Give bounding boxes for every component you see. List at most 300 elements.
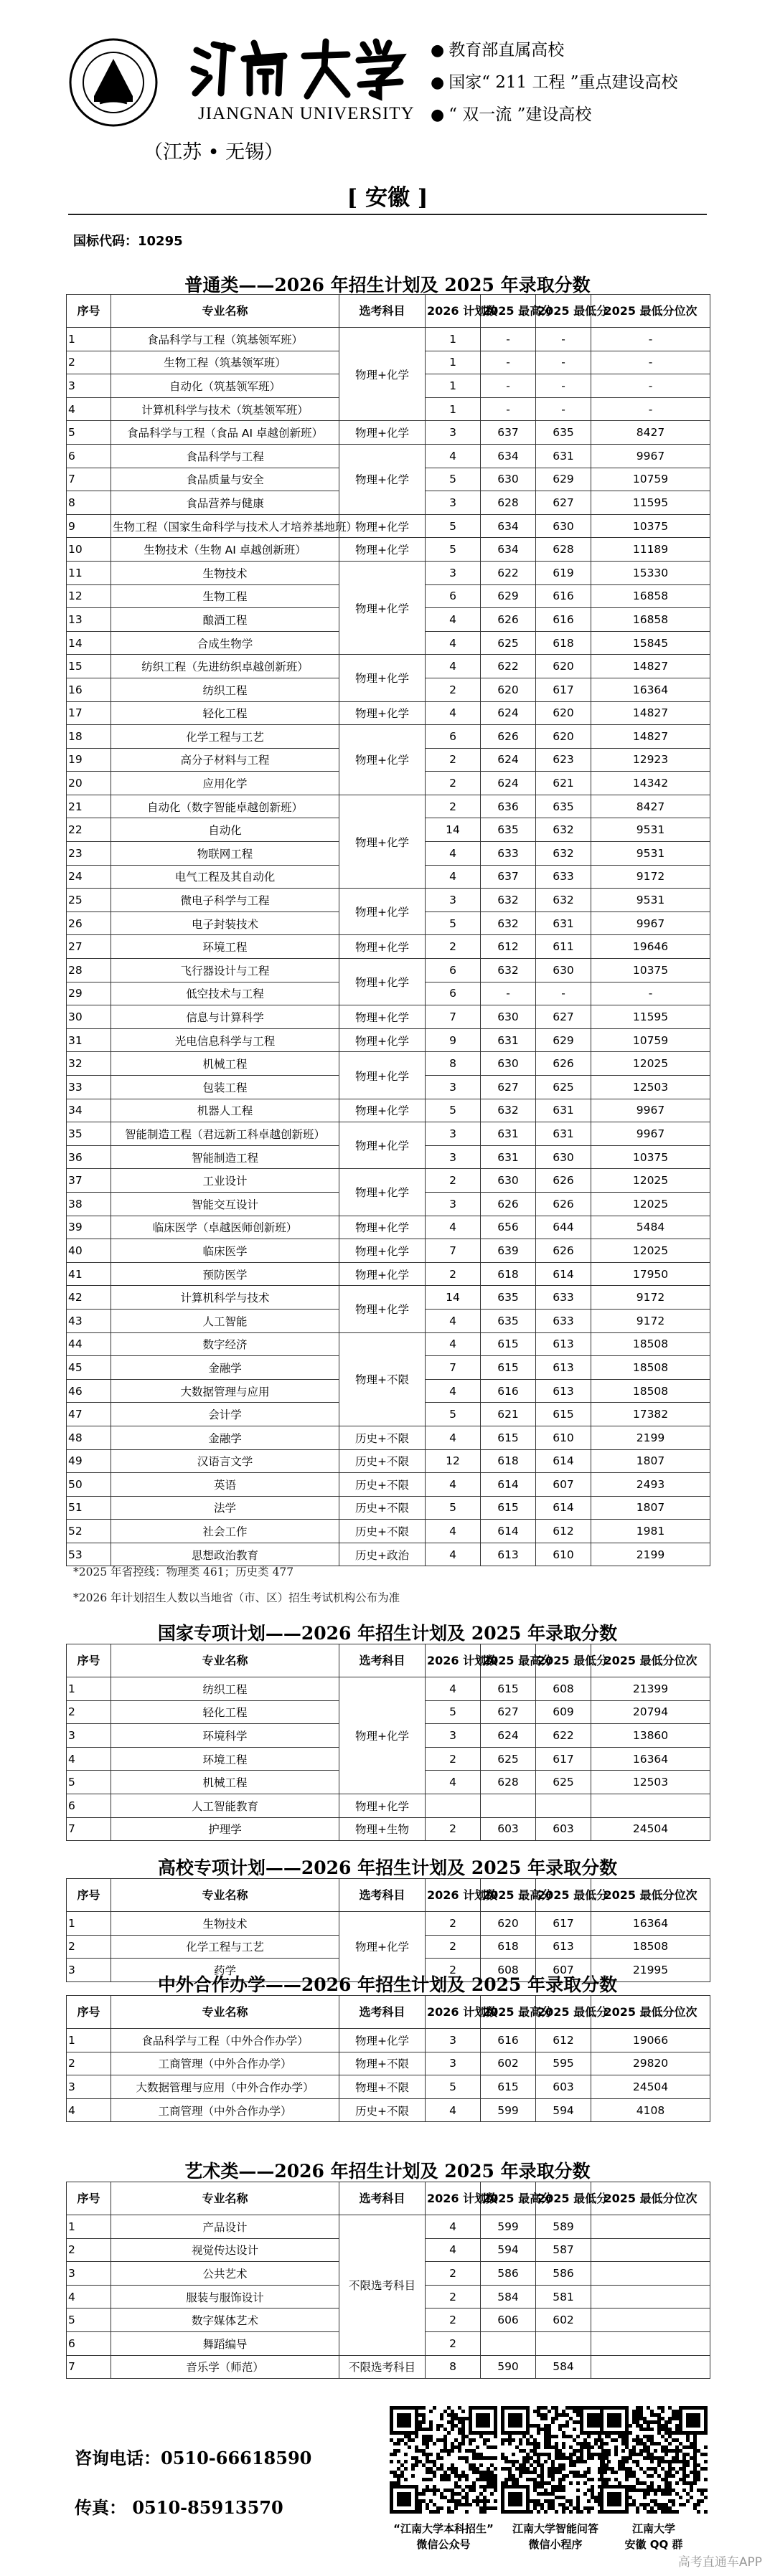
row-index: 3	[67, 2262, 111, 2286]
major-name: 环境工程	[111, 935, 339, 959]
plan-count: 4	[426, 1771, 481, 1794]
min-rank: 8427	[591, 795, 710, 818]
plan-count: 4	[426, 842, 481, 866]
max-score: 626	[481, 1192, 536, 1216]
plan-count: 4	[426, 1543, 481, 1566]
min-score: 614	[536, 1496, 591, 1520]
major-name: 食品质量与安全	[111, 468, 339, 491]
max-score: 616	[481, 1379, 536, 1403]
min-score: 612	[536, 2029, 591, 2052]
major-name: 机械工程	[111, 1771, 339, 1794]
column-header: 2025 最高分	[481, 1879, 536, 1912]
subject-requirement: 物理+化学	[339, 561, 426, 654]
row-index: 46	[67, 1379, 111, 1403]
min-rank: 24504	[591, 2075, 710, 2099]
subject-requirement: 历史+不限	[339, 1449, 426, 1473]
table-row	[67, 725, 710, 749]
row-index: 21	[67, 795, 111, 818]
table-row	[67, 1817, 710, 1841]
major-name: 生物技术（生物 AI 卓越创新班）	[111, 538, 339, 562]
table-row	[67, 2075, 710, 2099]
min-rank: 19646	[591, 935, 710, 959]
major-name: 自动化	[111, 818, 339, 842]
max-score: 632	[481, 959, 536, 982]
row-index: 33	[67, 1076, 111, 1099]
major-name: 低空技术与工程	[111, 982, 339, 1005]
table-row	[67, 444, 710, 468]
max-score: 624	[481, 1724, 536, 1748]
major-name: 护理学	[111, 1817, 339, 1841]
column-header: 2025 最低分位次	[591, 1996, 710, 2029]
min-rank	[591, 2309, 710, 2332]
max-score: 586	[481, 2262, 536, 2286]
table-row	[67, 1677, 710, 1701]
min-score: 613	[536, 1379, 591, 1403]
min-score: 632	[536, 818, 591, 842]
row-index: 7	[67, 1817, 111, 1841]
min-score: 627	[536, 1005, 591, 1029]
min-score	[536, 1794, 591, 1817]
row-index: 1	[67, 2029, 111, 2052]
header	[0, 0, 775, 197]
min-score: 614	[536, 1262, 591, 1286]
plan-count: 4	[426, 1332, 481, 1356]
min-score: 589	[536, 2215, 591, 2239]
plan-count: 2	[426, 748, 481, 772]
plan-count: 4	[426, 444, 481, 468]
plan-count: 4	[426, 1520, 481, 1543]
subject-requirement: 历史+不限	[339, 1426, 426, 1449]
max-score: 633	[481, 842, 536, 866]
note-plan-disclaimer: *2026 年计划招生人数以当地省（市、区）招生考试机构公布为准	[73, 1591, 400, 1604]
row-index: 26	[67, 911, 111, 935]
subject-requirement: 不限选考科目	[339, 2215, 426, 2356]
table-row	[67, 561, 710, 584]
min-rank: 19066	[591, 2029, 710, 2052]
row-index: 24	[67, 865, 111, 889]
plan-count: 6	[426, 982, 481, 1005]
max-score: 626	[481, 608, 536, 632]
min-score: 612	[536, 1520, 591, 1543]
row-index: 1	[67, 1912, 111, 1936]
major-name: 舞蹈编导	[111, 2331, 339, 2355]
table-row	[67, 2052, 710, 2075]
min-rank: 12503	[591, 1076, 710, 1099]
column-header: 序号	[67, 2182, 111, 2215]
min-rank	[591, 1794, 710, 1817]
row-index: 41	[67, 1262, 111, 1286]
max-score: 627	[481, 1076, 536, 1099]
row-index: 3	[67, 1724, 111, 1748]
plan-count: 5	[426, 1099, 481, 1122]
max-score: 599	[481, 2098, 536, 2122]
plan-count: 1	[426, 328, 481, 351]
plan-count: 4	[426, 2238, 481, 2262]
min-score: 620	[536, 655, 591, 678]
max-score	[481, 1794, 536, 1817]
major-name: 音乐学（师范）	[111, 2355, 339, 2379]
plan-count: 2	[426, 1959, 481, 1982]
subject-requirement: 物理+化学	[339, 1286, 426, 1332]
row-index: 6	[67, 1794, 111, 1817]
plan-count: 5	[426, 1403, 481, 1426]
row-index: 43	[67, 1309, 111, 1332]
plan-count: 5	[426, 2075, 481, 2099]
major-name: 轻化工程	[111, 701, 339, 725]
row-index: 16	[67, 678, 111, 701]
plan-count: 4	[426, 1379, 481, 1403]
min-score: 620	[536, 725, 591, 749]
admission-table	[66, 294, 710, 1566]
table-row	[67, 2215, 710, 2239]
table-header-row	[67, 1996, 710, 2029]
note-control-line: *2025 年省控线：物理类 461；历史类 477	[73, 1566, 294, 1578]
max-score: 634	[481, 444, 536, 468]
min-score: 603	[536, 2075, 591, 2099]
row-index: 2	[67, 2238, 111, 2262]
max-score: -	[481, 374, 536, 398]
major-name: 酿酒工程	[111, 608, 339, 632]
column-header: 2026 计划数	[426, 1996, 481, 2029]
min-rank: 2199	[591, 1543, 710, 1566]
section-title: 中外合作办学——2026 年招生计划及 2025 年录取分数	[157, 1974, 618, 1995]
max-score: 584	[481, 2285, 536, 2309]
min-rank: 18508	[591, 1379, 710, 1403]
min-rank: -	[591, 374, 710, 398]
row-index: 31	[67, 1028, 111, 1052]
min-rank: 10759	[591, 1028, 710, 1052]
max-score: 631	[481, 1145, 536, 1169]
max-score: 631	[481, 1122, 536, 1146]
min-rank: 9967	[591, 1099, 710, 1122]
min-rank	[591, 2331, 710, 2355]
table-row	[67, 1239, 710, 1263]
min-rank: 2199	[591, 1426, 710, 1449]
row-index: 42	[67, 1286, 111, 1310]
min-score: 607	[536, 1473, 591, 1497]
plan-count: 5	[426, 1496, 481, 1520]
subject-requirement: 物理+不限	[339, 2075, 426, 2099]
min-score: 644	[536, 1216, 591, 1239]
plan-count: 2	[426, 795, 481, 818]
max-score: 635	[481, 818, 536, 842]
plan-count: 3	[426, 889, 481, 912]
column-header: 2025 最低分	[536, 295, 591, 328]
plan-count: 12	[426, 1449, 481, 1473]
column-header: 2026 计划数	[426, 1644, 481, 1677]
table-row	[67, 1473, 710, 1497]
consult-phone: 咨询电话：0510-66618590	[75, 2448, 312, 2468]
min-score: 632	[536, 842, 591, 866]
table-row	[67, 514, 710, 538]
max-score: 614	[481, 1520, 536, 1543]
min-score: 629	[536, 468, 591, 491]
bullet-item: ● “ 双一流 ”建设高校	[431, 99, 678, 131]
plan-count: 5	[426, 1700, 481, 1724]
plan-count: 2	[426, 1935, 481, 1959]
subject-requirement: 物理+生物	[339, 1817, 426, 1841]
major-name: 会计学	[111, 1403, 339, 1426]
subject-requirement: 物理+化学	[339, 889, 426, 935]
plan-count: 9	[426, 1028, 481, 1052]
row-index: 5	[67, 1771, 111, 1794]
section-title: 高校专项计划——2026 年招生计划及 2025 年录取分数	[157, 1857, 618, 1878]
max-score: 625	[481, 1747, 536, 1771]
min-score	[536, 2331, 591, 2355]
major-name: 金融学	[111, 1426, 339, 1449]
major-name: 计算机科学与技术	[111, 1286, 339, 1310]
max-score: 618	[481, 1935, 536, 1959]
row-index: 13	[67, 608, 111, 632]
min-score: 626	[536, 1052, 591, 1076]
major-name: 人工智能教育	[111, 1794, 339, 1817]
row-index: 19	[67, 748, 111, 772]
major-name: 食品科学与工程	[111, 444, 339, 468]
subject-requirement: 物理+化学	[339, 701, 426, 725]
row-index: 2	[67, 1935, 111, 1959]
subject-requirement: 历史+不限	[339, 1520, 426, 1543]
column-header: 选考科目	[339, 1644, 426, 1677]
min-score: -	[536, 374, 591, 398]
column-header: 2025 最低分位次	[591, 295, 710, 328]
major-name: 光电信息科学与工程	[111, 1028, 339, 1052]
row-index: 49	[67, 1449, 111, 1473]
min-rank: 15330	[591, 561, 710, 584]
min-rank: 4108	[591, 2098, 710, 2122]
subject-requirement: 物理+化学	[339, 725, 426, 795]
min-rank: 21995	[591, 1959, 710, 1982]
major-name: 机械工程	[111, 1052, 339, 1076]
bullet-item: ● 教育部直属高校	[431, 34, 678, 67]
university-seal-icon	[68, 37, 159, 128]
row-index: 29	[67, 982, 111, 1005]
subject-requirement: 物理+化学	[339, 444, 426, 514]
min-score: 618	[536, 631, 591, 655]
row-index: 11	[67, 561, 111, 584]
major-name: 智能制造工程（君远新工科卓越创新班）	[111, 1122, 339, 1146]
min-rank: 14827	[591, 655, 710, 678]
plan-count: 2	[426, 2309, 481, 2332]
max-score: 613	[481, 1543, 536, 1566]
min-rank: 10375	[591, 1145, 710, 1169]
plan-count: 2	[426, 1169, 481, 1193]
admission-table	[66, 1644, 710, 1841]
major-name: 临床医学	[111, 1239, 339, 1263]
qr-label-official-account: “江南大学本科招生” 微信公众号	[393, 2522, 494, 2551]
plan-count: 2	[426, 935, 481, 959]
table-row	[67, 2098, 710, 2122]
min-score: 622	[536, 1724, 591, 1748]
plan-count: 6	[426, 725, 481, 749]
max-score: 602	[481, 2052, 536, 2075]
major-name: 公共艺术	[111, 2262, 339, 2286]
major-name: 食品科学与工程（食品 AI 卓越创新班）	[111, 421, 339, 445]
table-row	[67, 2029, 710, 2052]
row-index: 3	[67, 2075, 111, 2099]
max-score: 637	[481, 421, 536, 445]
plan-count: 5	[426, 468, 481, 491]
row-index: 10	[67, 538, 111, 562]
column-header: 2025 最高分	[481, 295, 536, 328]
subject-requirement: 物理+化学	[339, 935, 426, 959]
table-row	[67, 421, 710, 445]
subject-requirement: 物理+化学	[339, 514, 426, 538]
column-header: 2025 最高分	[481, 1996, 536, 2029]
major-name: 物联网工程	[111, 842, 339, 866]
min-score: 627	[536, 491, 591, 515]
major-name: 高分子材料与工程	[111, 748, 339, 772]
row-index: 1	[67, 2215, 111, 2239]
row-index: 4	[67, 2098, 111, 2122]
min-rank: 11189	[591, 538, 710, 562]
major-name: 数字经济	[111, 1332, 339, 1356]
min-score: 587	[536, 2238, 591, 2262]
min-score: 631	[536, 1099, 591, 1122]
max-score: -	[481, 982, 536, 1005]
min-score: 610	[536, 1543, 591, 1566]
section-title: 国家专项计划——2026 年招生计划及 2025 年录取分数	[157, 1623, 618, 1644]
plan-count: 7	[426, 1356, 481, 1380]
max-score: 630	[481, 1005, 536, 1029]
table-row	[67, 1520, 710, 1543]
plan-count: 2	[426, 2262, 481, 2286]
row-index: 14	[67, 631, 111, 655]
column-header: 序号	[67, 295, 111, 328]
major-name: 服装与服饰设计	[111, 2285, 339, 2309]
min-rank: 1807	[591, 1496, 710, 1520]
max-score: 614	[481, 1473, 536, 1497]
major-name: 产品设计	[111, 2215, 339, 2239]
major-name: 机器人工程	[111, 1099, 339, 1122]
major-name: 轻化工程	[111, 1700, 339, 1724]
row-index: 39	[67, 1216, 111, 1239]
row-index: 4	[67, 1747, 111, 1771]
min-rank: 9172	[591, 865, 710, 889]
column-header: 2025 最低分位次	[591, 1644, 710, 1677]
plan-count: 2	[426, 1747, 481, 1771]
subject-requirement: 物理+化学	[339, 538, 426, 562]
table-row	[67, 1052, 710, 1076]
divider	[68, 214, 707, 215]
min-rank: 14827	[591, 701, 710, 725]
min-rank: 18508	[591, 1332, 710, 1356]
max-score: 624	[481, 772, 536, 795]
max-score: 618	[481, 1449, 536, 1473]
major-name: 预防医学	[111, 1262, 339, 1286]
row-index: 6	[67, 444, 111, 468]
max-score: 627	[481, 1700, 536, 1724]
major-name: 药学	[111, 1959, 339, 1982]
major-name: 金融学	[111, 1356, 339, 1380]
min-rank: 21399	[591, 1677, 710, 1701]
min-rank: 10759	[591, 468, 710, 491]
row-index: 22	[67, 818, 111, 842]
major-name: 生物工程	[111, 584, 339, 608]
min-score: 613	[536, 1356, 591, 1380]
plan-count: 4	[426, 701, 481, 725]
major-name: 食品营养与健康	[111, 491, 339, 515]
min-score: 584	[536, 2355, 591, 2379]
min-rank: 1981	[591, 1520, 710, 1543]
min-score: 609	[536, 1700, 591, 1724]
row-index: 15	[67, 655, 111, 678]
plan-count: 8	[426, 1052, 481, 1076]
min-score: 626	[536, 1169, 591, 1193]
subject-requirement: 不限选考科目	[339, 2355, 426, 2379]
major-name: 微电子科学与工程	[111, 889, 339, 912]
row-index: 6	[67, 2331, 111, 2355]
max-score: -	[481, 328, 536, 351]
major-name: 食品科学与工程（中外合作办学）	[111, 2029, 339, 2052]
min-score: 629	[536, 1028, 591, 1052]
max-score: 615	[481, 1496, 536, 1520]
min-rank: 15845	[591, 631, 710, 655]
min-score: 615	[536, 1403, 591, 1426]
min-rank: 24504	[591, 1817, 710, 1841]
row-index: 36	[67, 1145, 111, 1169]
major-name: 纺织工程	[111, 1677, 339, 1701]
plan-count: 4	[426, 631, 481, 655]
major-name: 电子封装技术	[111, 911, 339, 935]
min-score: 617	[536, 678, 591, 701]
row-index: 28	[67, 959, 111, 982]
min-rank: 9967	[591, 911, 710, 935]
min-rank: 9531	[591, 818, 710, 842]
plan-count: 2	[426, 2285, 481, 2309]
bullet-item: ● 国家“ 211 工程 ”重点建设高校	[431, 67, 678, 99]
subject-requirement: 物理+化学	[339, 1677, 426, 1794]
row-index: 4	[67, 2285, 111, 2309]
subject-requirement: 物理+化学	[339, 1052, 426, 1099]
min-score: 594	[536, 2098, 591, 2122]
major-name: 包装工程	[111, 1076, 339, 1099]
max-score: 615	[481, 1332, 536, 1356]
subject-requirement: 物理+化学	[339, 959, 426, 1005]
table-row	[67, 1286, 710, 1310]
plan-count: 8	[426, 2355, 481, 2379]
min-rank: 10375	[591, 959, 710, 982]
min-rank: 9531	[591, 842, 710, 866]
column-header: 专业名称	[111, 2182, 339, 2215]
column-header: 序号	[67, 1879, 111, 1912]
plan-count: 14	[426, 818, 481, 842]
major-name: 化学工程与工艺	[111, 1935, 339, 1959]
max-score: 616	[481, 2029, 536, 2052]
min-rank	[591, 2285, 710, 2309]
subject-requirement: 物理+化学	[339, 1262, 426, 1286]
row-index: 44	[67, 1332, 111, 1356]
table-row	[67, 538, 710, 562]
min-score: 581	[536, 2285, 591, 2309]
column-header: 选考科目	[339, 1879, 426, 1912]
row-index: 1	[67, 1677, 111, 1701]
min-rank: 16858	[591, 608, 710, 632]
min-rank: 13860	[591, 1724, 710, 1748]
plan-count: 2	[426, 2331, 481, 2355]
subject-requirement: 物理+化学	[339, 328, 426, 421]
min-rank: -	[591, 328, 710, 351]
row-index: 9	[67, 514, 111, 538]
plan-count: 5	[426, 514, 481, 538]
row-index: 3	[67, 374, 111, 398]
table-row	[67, 1262, 710, 1286]
major-name: 环境科学	[111, 1724, 339, 1748]
column-header: 2026 计划数	[426, 295, 481, 328]
table-row	[67, 1028, 710, 1052]
column-header: 选考科目	[339, 295, 426, 328]
max-score: 615	[481, 2075, 536, 2099]
max-score: 628	[481, 491, 536, 515]
